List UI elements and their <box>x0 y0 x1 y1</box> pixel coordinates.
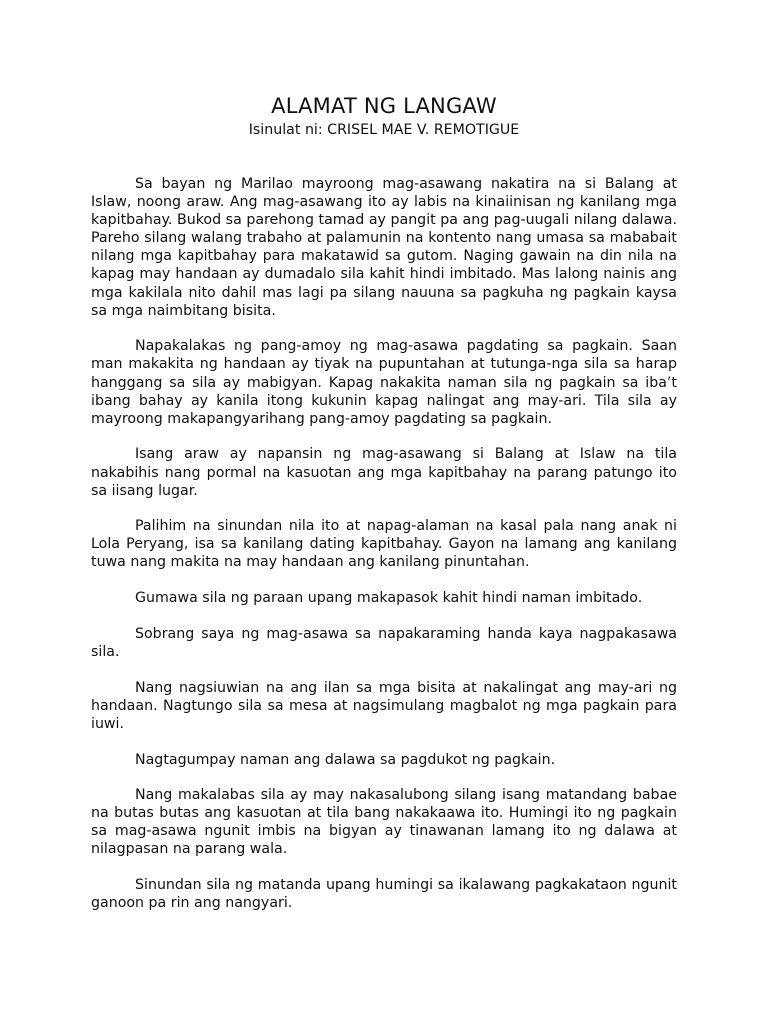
paragraph: Nang makalabas sila ay may nakasalubong silang isang matandang babae na butas butas ang kasuotan at tila bang nakakaawa ito. Humingi ito ng pagkain sa mag-asawa ngunit imbis na bigyan ay tinawanan lamang ito ng dalawa at nilagpasan na parang wala. <box>91 787 677 858</box>
document-body <box>91 175 677 930</box>
paragraph: Sa bayan ng Marilao mayroong mag-asawang nakatira na si Balang at Islaw, noong araw. Ang mag-asawang ito ay labis na kinaiinisan ng kanilang mga kapitbahay. Bukod sa parehong tamad ay pangit pa ang pag-uugali nilang dalawa. Pareho silang walang trabaho at palamunin na kontento nang umasa sa mababait nilang mga kapitbahay para makatawid sa gutom. Naging gawain na din nila na kapag may handaan ay dumadalo sila kahit hindi imbitado. Mas lalong nainis ang mga kakilala nito dahil mas lagi pa silang nauuna sa pagkuha ng pagkain kaysa sa mga naimbitang bisita. <box>91 176 677 319</box>
paragraph: Isang araw ay napansin ng mag-asawang si Balang at Islaw na tila nakabihis nang pormal na kasuotan ang mga kapitbahay na parang patungo ito sa iisang lugar. <box>91 446 677 499</box>
paragraph: Gumawa sila ng paraan upang makapasok kahit hindi naman imbitado. <box>135 590 643 607</box>
paragraph: Napakalakas ng pang-amoy ng mag-asawa pagdating sa pagkain. Saan man makakita ng handaan ay tiyak na pupuntahan at tutunga-nga sila sa harap hanggang sa sila ay mabigyan. Kapag nakakita naman sila ng pagkain sa iba’t ibang bahay ay kanila itong kukunin kapag nalingat ang may-ari. Tila sila ay mayroong makapangyarihang pang-amoy pagdating sa pagkain. <box>91 338 677 427</box>
paragraph: Sinundan sila ng matanda upang humingi sa ikalawang pagkakataon ngunit ganoon pa rin ang nangyari. <box>91 877 677 912</box>
paragraph: Palihim na sinundan nila ito at napag-alaman na kasal pala nang anak ni Lola Peryang, isa sa kanilang dating kapitbahay. Gayon na lamang ang kanilang tuwa nang makita na may handaan ang kanilang pinuntahan. <box>91 518 677 571</box>
paragraph: Sobrang saya ng mag-asawa sa napakaraming handa kaya nagpakasawa sila. <box>91 625 677 660</box>
paragraph: Nagtagumpay naman ang dalawa sa pagdukot ng pagkain. <box>135 751 556 768</box>
paragraph: Nang nagsiuwian na ang ilan sa mga bisita at nakalingat ang may-ari ng handaan. Nagtungo sila sa mesa at nagsimulang magbalot ng mga pagkain para iuwi. <box>91 679 677 732</box>
document-byline: Isinulat ni: CRISEL MAE V. REMOTIGUE <box>248 122 520 138</box>
document-title: ALAMAT NG LANGAW <box>271 94 497 118</box>
